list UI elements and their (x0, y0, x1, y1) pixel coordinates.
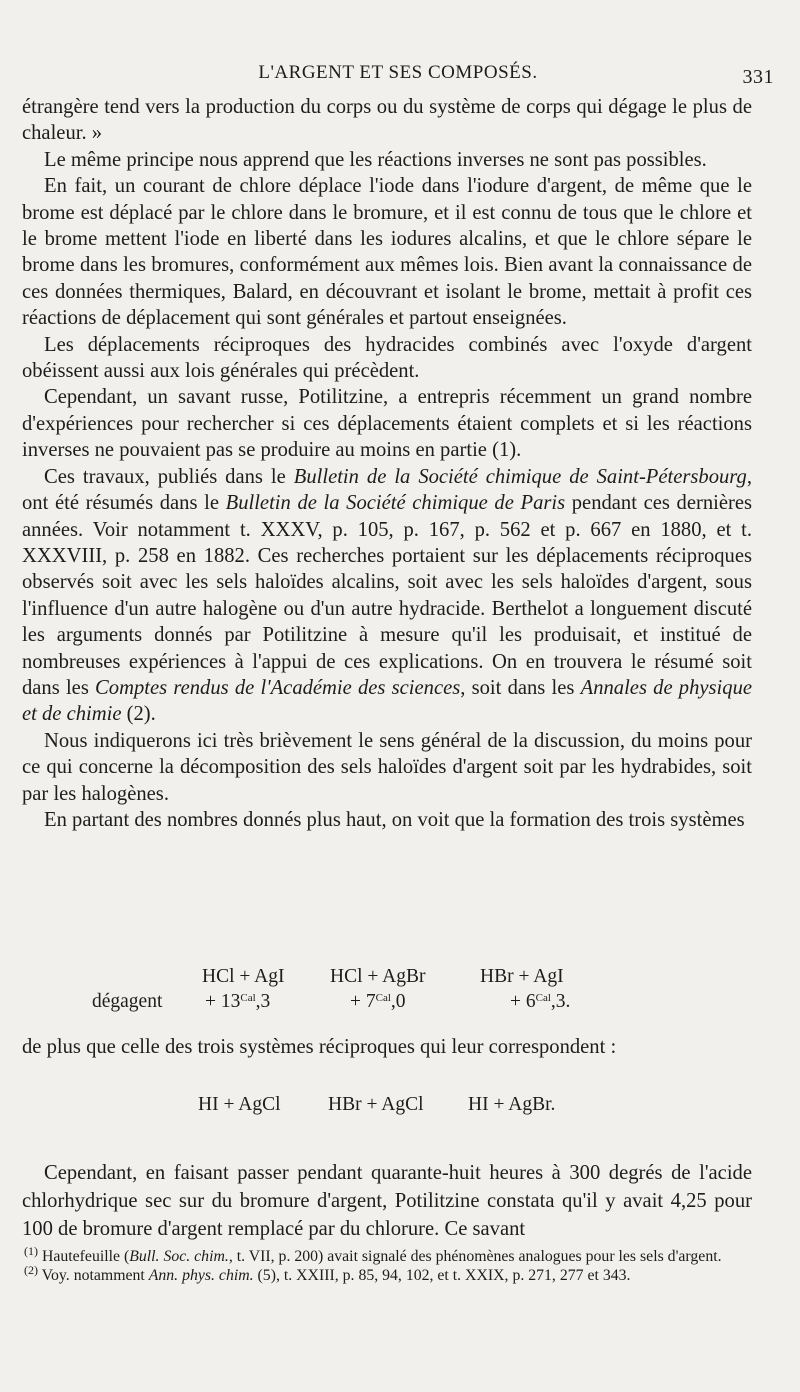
running-header (22, 58, 774, 88)
formula-value-2 (350, 991, 406, 1013)
journal-title: Comptes rendus de l'Académie des sciences (95, 676, 461, 699)
value-unit: Cal (240, 992, 256, 1004)
footnote-marker: (1) (24, 1244, 38, 1258)
formula-value-1 (205, 991, 270, 1013)
journal-title: Annales de physique et de chimie (22, 676, 753, 726)
text-run: , t. VII, p. 200) avait signalé des phénomènes analogues pour les sels d'argent. (228, 1248, 722, 1265)
value-decimal: ,3. (550, 991, 571, 1012)
text-run: , ont été résumés dans le (22, 465, 753, 515)
paragraph: Cependant, un savant russe, Potilitzine, a entrepris récemment un grand nombre d'expériences pour rechercher si ces déplacements étaient complets et si les réactions inverses ne pouvaient pas se produire au moins en partie (1). (22, 386, 752, 462)
paragraph-publications (22, 464, 752, 728)
value-decimal: ,0 (390, 991, 406, 1012)
reaction-3: HI + AgBr. (468, 1094, 556, 1115)
main-text (22, 94, 752, 833)
paragraph: Les déplacements réciproques des hydracides combinés avec l'oxyde d'argent obéissent aussi aux lois générales qui précèdent. (22, 333, 752, 383)
formula-value-3 (510, 991, 570, 1013)
value-unit: Cal (375, 992, 391, 1004)
formula-system-3: HBr + AgI (480, 966, 564, 987)
value-unit: Cal (535, 992, 551, 1004)
text-run: Ces travaux, publiés dans le (44, 465, 294, 488)
journal-title: Bulletin de la Société chimique de Saint-Pétersbourg (293, 465, 747, 488)
paragraph: Cependant, en faisant passer pendant quarante-huit heures à 300 degrés de l'acide chlorhydrique sec sur du bromure d'argent, Potilitzine constata qu'il y avait 4,25 pour 100 de bromure d'argent remplacé par du chlorure. Ce savant (22, 1161, 752, 1240)
text-run: pendant ces dernières années. Voir notamment t. XXXV, p. 105, p. 167, p. 562 et p. 667 en 1880, et t. XXXVIII, p. 258 en 1882. Ces recherches portaient sur les déplacements réciproques observés soit avec les sels haloïdes alcalins, soit avec les sels haloïdes d'argent, sous l'influence d'un autre halogène ou d'un autre hydracide. Berthelot a longuement discuté les arguments donnés par Potilitzine à mesure qu'il les produisait, et institué de nombreuses expériences à l'appui de ces explications. On en trouvera le résumé soit dans les (22, 492, 752, 699)
final-paragraph (22, 1138, 752, 1263)
text-run: (5), t. XXIII, p. 85, 94, 102, et t. XXIX, p. 271, 277 et 343. (253, 1267, 631, 1284)
value-main: + 7 (350, 991, 376, 1012)
running-title: L'ARGENT ET SES COMPOSÉS. (258, 62, 538, 83)
paragraph: Nous indiquerons ici très brièvement le sens général de la discussion, du moins pour ce qui concerne la décomposition des sels haloïdes d'argent soit par les hydrabides, soit par les halogènes. (22, 729, 752, 805)
formula-verb: dégagent (92, 991, 163, 1012)
formula-system-1: HCl + AgI (202, 966, 285, 987)
value-main: + 13 (205, 991, 241, 1012)
journal-title: Ann. phys. chim. (148, 1267, 254, 1284)
journal-title: Bulletin de la Société chimique de Paris (225, 492, 566, 515)
footnote-marker: (2) (24, 1263, 38, 1277)
text-run: , soit dans les (460, 676, 581, 699)
paragraph: En fait, un courant de chlore déplace l'iode dans l'iodure d'argent, de même que le brome est déplacé par le chlore dans le bromure, et il est connu de tous que le chlore et le brome mettent l'iode en liberté dans les iodures alcalins, et que le chlore sépare le brome dans les bromures, conformément aux mêmes lois. Bien avant la connaissance de ces données thermiques, Balard, en découvrant et isolant le brome, mettait à profit ces réactions de déplacement qui sont générales et partout enseignées. (22, 175, 752, 330)
reaction-1: HI + AgCl (198, 1094, 281, 1115)
reaction-2: HBr + AgCl (328, 1094, 424, 1115)
text-run: (2). (121, 703, 156, 726)
page-number: 331 (742, 66, 774, 88)
text-run: Hautefeuille ( (38, 1248, 130, 1265)
paragraph-continuation: étrangère tend vers la production du corps ou du système de corps qui dégage le plus de chaleur. » (22, 96, 752, 145)
paragraph: En partant des nombres donnés plus haut, on voit que la formation des trois systèmes (44, 808, 745, 831)
paragraph-after-formula: de plus que celle des trois systèmes réciproques qui leur correspondent : (22, 1036, 617, 1058)
footnote-2 (22, 1263, 752, 1285)
footnote-1 (22, 1244, 752, 1266)
journal-title: Bull. Soc. chim. (129, 1248, 229, 1265)
text-run: Voy. notamment (38, 1267, 149, 1284)
value-decimal: ,3 (255, 991, 271, 1012)
paragraph: Le même principe nous apprend que les réactions inverses ne sont pas possibles. (44, 148, 707, 171)
value-main: + 6 (510, 991, 536, 1012)
footnotes (22, 1244, 752, 1285)
formula-system-2: HCl + AgBr (330, 966, 426, 987)
